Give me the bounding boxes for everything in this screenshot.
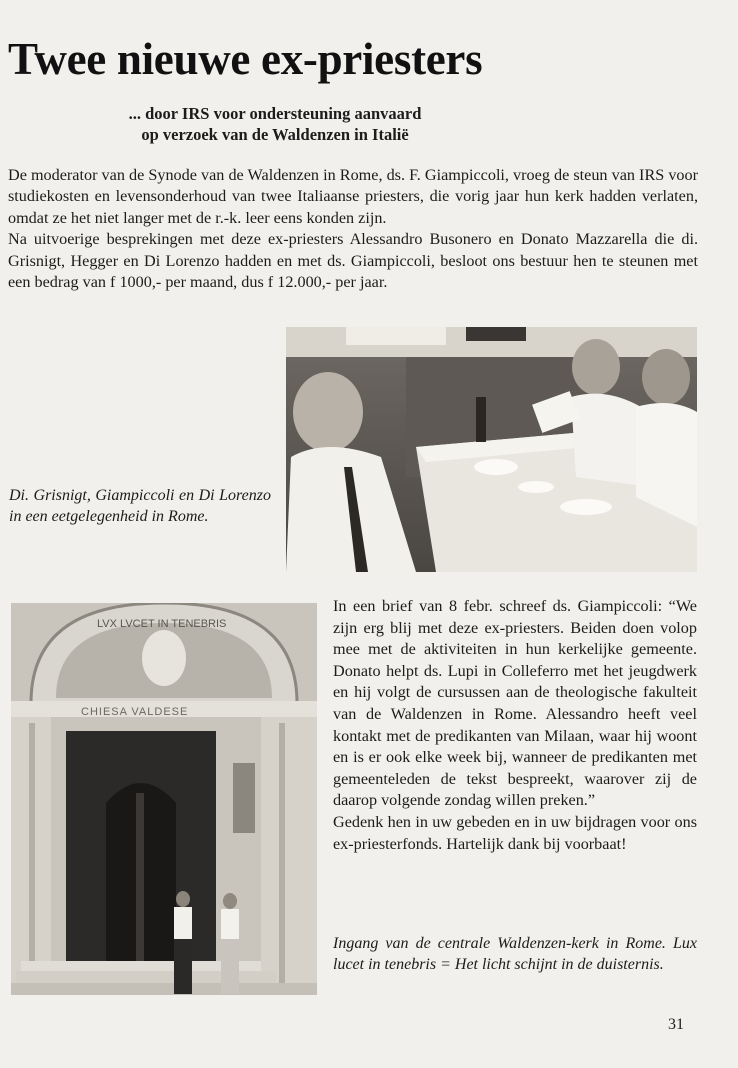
restaurant-photo: [286, 327, 697, 572]
church-sign: CHIESA VALDESE: [81, 706, 189, 718]
photo1-caption: Di. Grisnigt, Giampiccoli en Di Lorenzo in een eetgelegenheid in Rome.: [9, 487, 271, 525]
article-title: Twee nieuwe ex-priesters: [8, 34, 483, 84]
intro-paragraph-2: Na uitvoerige besprekingen met deze ex-priesters Alessandro Busonero en Donato Mazzarella die di. Grisnigt, Hegger en Di Lorenzo hadden en met ds. Giampiccoli, besloot ons bestuur hen te steunen met een bedrag van f 1000,- per maand, dus f 12.000,- per jaar.: [8, 230, 698, 292]
letter-paragraph-2: Gedenk hen in uw gebeden en in uw bijdragen voor ons ex-priesterfonds. Hartelijk dank bij voorbaat!: [333, 812, 697, 853]
arch-text: LVX LVCET IN TENEBRIS: [97, 618, 227, 630]
letter-text: [333, 596, 697, 855]
article-subtitle: [90, 103, 460, 145]
intro-paragraph-1: De moderator van de Synode van de Waldenzen in Rome, ds. F. Giampiccoli, vroeg de steun van IRS voor studiekosten en levensonderhoud van twee Italiaanse priesters, die vorig jaar hun kerk hadden verlaten, omdat ze het niet langer met de r.-k. leer eens konden zijn.: [8, 166, 698, 227]
page-number: 31: [668, 1016, 684, 1033]
intro-text: [8, 165, 698, 293]
letter-paragraph-1: In een brief van 8 febr. schreef ds. Giampiccoli: “We zijn erg blij met deze ex-priesters. Beiden doen volop mee met de aktiviteiten in hun kerkelijke gemeente. Donato helpt ds. Lupi in Colleferro met het jeugdwerk en hij volgt de cursussen aan de theologische fakulteit van de Waldenzen in Rome. Alessandro heeft veel kontakt met de predikanten van Milaan, waar hij woont en is er ook elke week bij, wanneer de predikanten met gemeenteleden de tekst bespreekt, waarover zij de daarop volgende zondag willen preken.”: [333, 597, 697, 810]
photo2-caption: Ingang van de centrale Waldenzen-kerk in Rome. Lux lucet in tenebris = Het licht schijnt in de duisternis.: [333, 935, 697, 973]
subtitle-line-1: ... door IRS voor ondersteuning aanvaard: [128, 104, 422, 123]
subtitle-line-2: op verzoek van de Waldenzen in Italië: [141, 125, 409, 144]
church-entrance-photo: [11, 603, 317, 995]
